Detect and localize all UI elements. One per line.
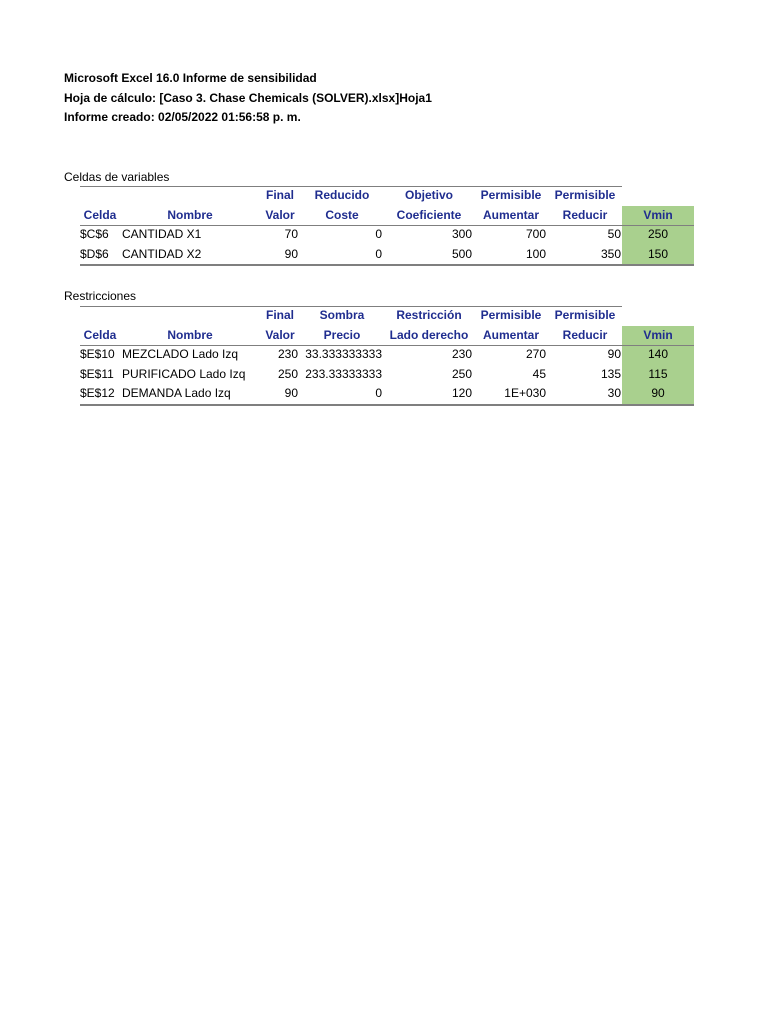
variables-row-1-aumentar: 700 [525, 227, 546, 241]
restrictions-row-1-aumentar: 270 [525, 347, 546, 361]
variables-row-1-celda: $C$6 [80, 227, 109, 241]
variables-row-1-col5: 300 [451, 227, 472, 241]
restrictions-row-2-valor: 250 [277, 366, 298, 381]
variables-row-1-valor: 70 [284, 227, 298, 241]
restrictions-row-2-reducir: 135 [600, 366, 621, 381]
restrictions-row-3-col5: 120 [451, 386, 472, 400]
report-created-line: Informe creado: 02/05/2022 01:56:58 p. m. [64, 110, 301, 124]
variables-header-aumentar-2: Aumentar [482, 207, 539, 222]
restrictions-row-2-nombre: PURIFICADO Lado Izq [122, 366, 246, 381]
restrictions-header-col5-2: Lado derecho [389, 327, 469, 342]
variables-header-vmin-2: Vmin [643, 207, 673, 222]
restrictions-header-col4-2: Precio [323, 327, 361, 342]
restrictions-row-1-col4: 33.333333333 [305, 347, 382, 361]
variables-header-col4-2: Coste [325, 207, 359, 222]
variables-row-1-reducir: 50 [607, 227, 621, 241]
restrictions-row-2-aumentar: 45 [532, 366, 546, 381]
report-product-line: Microsoft Excel 16.0 Informe de sensibilidad [64, 71, 317, 85]
restrictions-row-2-col5: 250 [451, 366, 472, 381]
restrictions-header-celda-2: Celda [83, 327, 117, 342]
variables-row-2-celda: $D$6 [80, 246, 109, 261]
variables-header-valor-1: Final [265, 188, 294, 202]
restrictions-section-title: Restricciones [64, 289, 137, 303]
restrictions-header-valor-2: Valor [265, 327, 295, 342]
restrictions-row-1-reducir: 90 [607, 347, 621, 361]
variables-row-1-vmin: 250 [647, 227, 669, 241]
variables-row-2-valor: 90 [284, 246, 298, 261]
restrictions-row-1-nombre: MEZCLADO Lado Izq [122, 347, 239, 361]
restrictions-header-aumentar-1: Permisible [480, 308, 542, 322]
restrictions-row-3-col4: 0 [375, 386, 382, 400]
restrictions-row-2-celda: $E$11 [80, 366, 114, 381]
variables-row-2-reducir: 350 [600, 246, 621, 261]
variables-header-reducir-2: Reducir [562, 207, 608, 222]
variables-row-2-nombre: CANTIDAD X2 [122, 246, 202, 261]
report-sheet-line: Hoja de cálculo: [Caso 3. Chase Chemicals (SOLVER).xlsx]Hoja1 [64, 91, 432, 105]
restrictions-bottom-rule [80, 404, 694, 406]
variables-section-title: Celdas de variables [64, 170, 170, 184]
restrictions-header-aumentar-2: Aumentar [482, 327, 539, 342]
restrictions-row-1-celda: $E$10 [80, 347, 115, 361]
variables-header-col4-1: Reducido [314, 188, 370, 202]
restrictions-row-2-vmin: 115 [648, 366, 668, 381]
variables-header-valor-2: Valor [265, 207, 295, 222]
variables-header-reducir-1: Permisible [554, 188, 616, 202]
variables-bottom-rule [80, 264, 694, 266]
restrictions-header-reducir-2: Reducir [562, 327, 608, 342]
restrictions-row-3-aumentar: 1E+030 [504, 386, 546, 400]
variables-row-2-aumentar: 100 [525, 246, 546, 261]
variables-row-2-vmin: 150 [647, 246, 669, 261]
restrictions-header-reducir-1: Permisible [554, 308, 616, 322]
restrictions-header-nombre-2: Nombre [167, 327, 213, 342]
restrictions-row-1-vmin: 140 [647, 347, 669, 361]
restrictions-row-1-valor: 230 [277, 347, 298, 361]
restrictions-row-3-celda: $E$12 [80, 386, 115, 400]
restrictions-row-3-reducir: 30 [607, 386, 621, 400]
restrictions-header-valor-1: Final [265, 308, 294, 322]
restrictions-header-vmin-2: Vmin [643, 327, 673, 342]
restrictions-row-2-col4: 233.33333333 [305, 366, 382, 381]
variables-row-2-col4: 0 [375, 246, 382, 261]
variables-header-col5-2: Coeficiente [396, 207, 462, 222]
restrictions-row-1-col5: 230 [451, 347, 472, 361]
variables-header-aumentar-1: Permisible [480, 188, 542, 202]
restrictions-row-3-nombre: DEMANDA Lado Izq [122, 386, 231, 400]
variables-row-1-col4: 0 [375, 227, 382, 241]
variables-row-1-nombre: CANTIDAD X1 [122, 227, 202, 241]
restrictions-header-col5-1: Restricción [396, 308, 462, 322]
restrictions-header-col4-1: Sombra [319, 308, 365, 322]
variables-header-col5-1: Objetivo [404, 188, 453, 202]
variables-row-2-col5: 500 [451, 246, 472, 261]
restrictions-row-3-vmin: 90 [651, 386, 665, 400]
variables-header-nombre-2: Nombre [167, 207, 213, 222]
restrictions-row-3-valor: 90 [284, 386, 298, 400]
variables-header-celda-2: Celda [83, 207, 117, 222]
